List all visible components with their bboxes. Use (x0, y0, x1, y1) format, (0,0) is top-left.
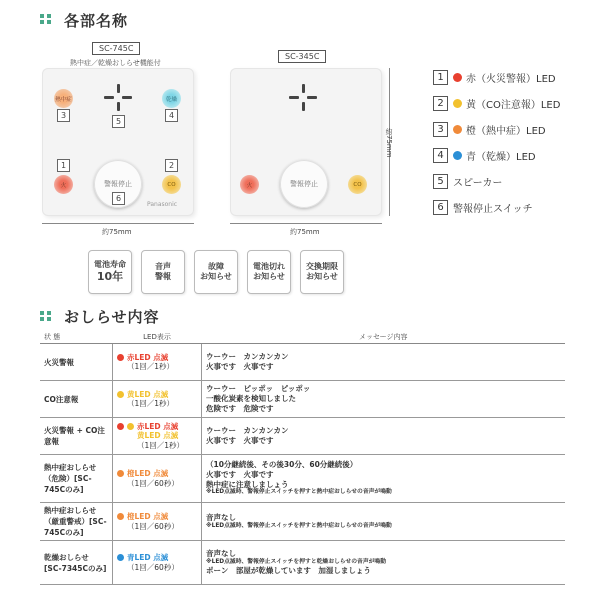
notice-table (40, 331, 565, 585)
width-dim-745: 約75mm (102, 228, 132, 236)
message-line: （10分継続後、その後30分、60分継続後） (206, 460, 358, 470)
model-label-745: SC-745C (92, 42, 140, 55)
section-title-parts: 各部名称 (64, 12, 129, 30)
speaker-icon (289, 84, 319, 114)
table-row (40, 381, 565, 418)
status-cell: 熱中症おしらせ（厳重警戒）[SC-745Cのみ] (40, 503, 113, 541)
legend-item (433, 147, 536, 163)
legend-number: 2 (433, 96, 448, 111)
message-line: 音声なし (206, 548, 236, 558)
led-interval: （1回／60秒） (127, 521, 179, 531)
legend-text: 黄（CO注意報）LED (466, 99, 561, 111)
led-dot-icon (117, 354, 124, 361)
table-header-row (40, 331, 565, 344)
led-text: 黄LED 点滅 (137, 431, 179, 441)
num-5: 5 (112, 115, 125, 128)
legend-number: 1 (433, 70, 448, 85)
feature-badge (247, 250, 291, 294)
message-cell (202, 418, 566, 455)
led-dot-icon (117, 513, 124, 520)
model-label-345: SC-345C (278, 50, 326, 63)
legend-number: 5 (433, 174, 448, 189)
status-cell: 熱中症おしらせ（危険）[SC-745Cのみ] (40, 455, 113, 503)
yellow-led-label: CO (353, 181, 362, 188)
red-led (54, 175, 73, 194)
message-line: ウーウー カンカンカン (206, 352, 289, 362)
badge-line1: 音声 (155, 262, 171, 271)
led-dot-icon (453, 151, 462, 160)
legend-item (433, 173, 502, 189)
table-row (40, 503, 565, 541)
led-dot-icon (453, 125, 462, 134)
led-text: 赤LED 点滅 (127, 352, 169, 362)
message-cell (202, 344, 566, 381)
feature-badge (141, 250, 185, 294)
message-line: ウーウー ピッポッ ピッポッ (206, 384, 311, 394)
led-dot-icon (453, 73, 462, 82)
red-led (240, 175, 259, 194)
legend-number: 4 (433, 148, 448, 163)
led-text: 橙LED 点滅 (127, 469, 169, 479)
legend-item (433, 121, 546, 137)
message-line: 一酸化炭素を検知しました (206, 394, 296, 404)
led-dot-icon (117, 554, 124, 561)
yellow-led-label: CO (167, 181, 176, 188)
alarm-stop-button[interactable] (280, 160, 328, 208)
status-cell: 火災警報 (40, 344, 113, 381)
legend-number: 6 (433, 200, 448, 215)
led-cell (113, 503, 202, 541)
feature-badge (300, 250, 344, 294)
badge-line1: 故障 (208, 262, 224, 271)
led-dot-icon (127, 423, 134, 430)
led-cell (113, 344, 202, 381)
dim-line-345 (230, 223, 382, 224)
legend-text: スピーカー (453, 177, 503, 189)
model-note-745: 熱中症／乾燥おしらせ機能付 (70, 59, 161, 67)
message-line: ウーウー カンカンカン (206, 426, 289, 436)
section-title-notices: おしらせ内容 (64, 308, 160, 326)
legend-text: 橙（熱中症）LED (466, 125, 546, 137)
status-cell: CO注意報 (40, 381, 113, 418)
num-4: 4 (165, 109, 178, 122)
yellow-led (348, 175, 367, 194)
device-sc345c (230, 68, 382, 216)
feature-badge (194, 250, 238, 294)
led-text: 青LED 点滅 (127, 553, 169, 563)
led-dot-icon (117, 423, 124, 430)
message-line: 熱中症に注意しましょう (206, 479, 289, 489)
led-interval: （1回／1秒） (127, 362, 175, 371)
message-cell (202, 541, 566, 585)
led-interval: （1回／1秒） (137, 440, 185, 450)
message-line: 火事です 火事です (206, 362, 274, 371)
speaker-icon (104, 84, 134, 114)
legend-number: 3 (433, 122, 448, 137)
width-dim-345: 約75mm (290, 228, 320, 236)
message-cell (202, 503, 566, 541)
header-status: 状 態 (40, 331, 113, 344)
num-3: 3 (57, 109, 70, 122)
badge-line2: 警報 (155, 272, 171, 281)
num-1: 1 (57, 159, 70, 172)
feature-badge (88, 250, 132, 294)
status-cell: 火災警報 + CO注意報 (40, 418, 113, 455)
brand-logo: Panasonic (147, 201, 178, 208)
table-row (40, 344, 565, 381)
legend-text: 赤（火災警報）LED (466, 73, 556, 85)
header-led: LED表示 (113, 331, 202, 344)
red-led-label: 火 (60, 182, 67, 189)
alarm-stop-label: 警報停止 (104, 180, 132, 188)
message-cell (202, 455, 566, 503)
blue-led-label: 乾燥 (165, 96, 177, 103)
led-cell (113, 541, 202, 585)
badge-line1: 電池寿命 (94, 260, 126, 270)
led-cell (113, 455, 202, 503)
led-text: 橙LED 点滅 (127, 512, 169, 522)
table-row (40, 541, 565, 585)
message-cell (202, 381, 566, 418)
badge-line2: お知らせ (253, 272, 285, 281)
message-line: 音声なし (206, 512, 236, 522)
legend-item (433, 95, 560, 111)
badge-line1: 交換期限 (306, 262, 338, 271)
led-cell (113, 418, 202, 455)
header-message: メッセージ内容 (202, 331, 566, 344)
num-2: 2 (165, 159, 178, 172)
message-note: ※LED点滅時、警報停止スイッチを押すと熱中症おしらせの音声が鳴動 (206, 522, 392, 529)
status-cell: 乾燥おしらせ [SC-7345Cのみ] (40, 541, 113, 585)
legend-text: 警報停止スイッチ (453, 203, 533, 215)
legend-text: 青（乾燥）LED (466, 151, 536, 163)
device-sc745c (42, 68, 194, 216)
alarm-stop-label: 警報停止 (290, 180, 318, 188)
height-dim-345: 約75mm (385, 128, 393, 158)
led-cell (113, 381, 202, 418)
led-dot-icon (117, 470, 124, 477)
legend-item (433, 69, 556, 85)
section-grid-icon (40, 14, 54, 24)
badge-line2: お知らせ (306, 272, 338, 281)
message-note: ※LED点滅時、警報停止スイッチを押すと乾燥おしらせの音声が鳴動 (206, 558, 387, 565)
led-text: 黄LED 点滅 (127, 389, 169, 399)
table-row (40, 455, 565, 503)
message-line: 火事です 火事です (206, 469, 274, 479)
led-dot-icon (117, 391, 124, 398)
badge-line2: お知らせ (200, 272, 232, 281)
message-line: 火事です 火事です (206, 436, 274, 445)
message-note: ※LED点滅時、警報停止スイッチを押すと熱中症おしらせの音声が鳴動 (206, 489, 392, 496)
section-grid-icon (40, 311, 54, 321)
yellow-led (162, 175, 181, 194)
legend-item (433, 199, 533, 215)
blue-led (162, 89, 181, 108)
led-dot-icon (453, 99, 462, 108)
led-interval: （1回／60秒） (127, 478, 179, 488)
badge-line1: 電池切れ (253, 262, 285, 271)
num-6: 6 (112, 192, 125, 205)
orange-led-label: 熱中症 (55, 96, 72, 103)
red-led-label: 火 (246, 182, 253, 189)
led-text: 赤LED 点滅 (137, 421, 179, 431)
message-line: ポーン 部屋が乾燥しています 加湿しましょう (206, 566, 371, 576)
orange-led (54, 89, 73, 108)
message-line: 危険です 危険です (206, 403, 274, 413)
table-row (40, 418, 565, 455)
led-interval: （1回／1秒） (127, 399, 175, 408)
led-interval: （1回／60秒） (127, 562, 179, 572)
dim-line-745 (42, 223, 194, 224)
badge-line2: 10年 (96, 270, 124, 284)
